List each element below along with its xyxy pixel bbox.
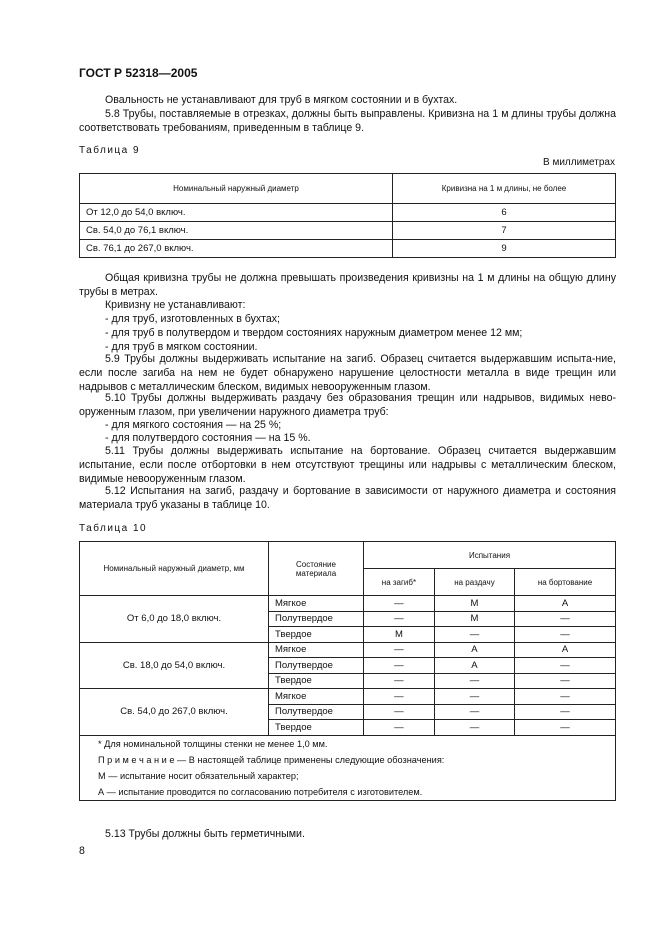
table-10 [79, 541, 616, 801]
table10-cell: — [434, 673, 514, 689]
table10-cell: А [515, 596, 616, 612]
paragraph-5-11: 5.11 Трубы должны выдерживать испытание на бортование. Образец считается выдержавшим испытание, если после отбортовки в нем отсутствуют трещины или надрывы с металлическим блеском, видимые невооруженным глазом. [79, 445, 616, 485]
table10-caption: Таблица 10 [79, 523, 148, 534]
table10-cell: — [515, 720, 616, 736]
table-row [80, 222, 616, 240]
table9-cell: Св. 54,0 до 76,1 включ. [80, 222, 393, 240]
table10-footnote-row [80, 735, 616, 752]
table10-header-state: Состояние материала [269, 542, 364, 596]
table10-cell: — [364, 658, 435, 674]
table-row [80, 240, 616, 258]
list-item: - для полутвердого состояния — на 15 %. [105, 432, 311, 444]
table10-size-cell: Св. 54,0 до 267,0 включ. [80, 689, 269, 736]
table10-cell: — [434, 720, 514, 736]
table10-cell: — [515, 673, 616, 689]
table10-size-cell: Св. 18,0 до 54,0 включ. [80, 642, 269, 689]
paragraph-5-10: 5.10 Трубы должны выдерживать раздачу без образования трещин или надрывов, видимых нево-оруженным глазом, при увеличении наружного диаметра труб: [79, 392, 616, 418]
table-9 [79, 173, 616, 258]
table10-note: П р и м е ч а н и е — В настоящей таблице применены следующие обозначения: [80, 752, 616, 768]
table10-footnote: * Для номинальной толщины стенки не менее 1,0 мм. [80, 735, 616, 752]
table10-cell: — [364, 673, 435, 689]
page-number: 8 [79, 845, 85, 857]
table-row [80, 642, 616, 658]
table10-cell: — [364, 689, 435, 705]
table10-cell: — [364, 642, 435, 658]
table9-header-curvature: Кривизна на 1 м длины, не более [393, 174, 616, 204]
table10-footnote-row [80, 752, 616, 768]
table10-cell: Полутвердое [269, 611, 364, 627]
table10-cell: — [515, 627, 616, 643]
table10-header-expand: на раздачу [434, 569, 514, 596]
table10-cell: — [434, 627, 514, 643]
list-item: - для труб в полутвердом и твердом состояниях наружным диаметром менее 12 мм; [105, 327, 523, 339]
table9-cell: 6 [393, 204, 616, 222]
list-item: - для труб в мягком состоянии. [105, 341, 258, 353]
table10-cell: — [515, 658, 616, 674]
table10-cell: А [434, 642, 514, 658]
table-row [80, 204, 616, 222]
table-row [80, 689, 616, 705]
table9-units: В миллиметрах [543, 157, 615, 168]
table10-note-m: М — испытание носит обязательный характер; [80, 768, 616, 784]
table10-cell: — [515, 611, 616, 627]
table10-cell: — [364, 704, 435, 720]
table10-cell: — [434, 704, 514, 720]
table10-cell: — [364, 596, 435, 612]
table10-cell: — [364, 611, 435, 627]
table9-cell: От 12,0 до 54,0 включ. [80, 204, 393, 222]
paragraph-5-8: 5.8 Трубы, поставляемые в отрезках, должны быть выправлены. Кривизна на 1 м длины трубы должна соответствовать требованиям, приведенным в таблице 9. [79, 108, 616, 134]
table10-cell: — [364, 720, 435, 736]
table10-cell: Мягкое [269, 642, 364, 658]
table10-header-diameter: Номинальный наружный диаметр, мм [80, 542, 269, 596]
table10-size-cell: От 6,0 до 18,0 включ. [80, 596, 269, 643]
table10-cell: Полутвердое [269, 704, 364, 720]
table10-cell: Мягкое [269, 596, 364, 612]
table10-cell: Твердое [269, 673, 364, 689]
table10-footnote-row [80, 768, 616, 784]
table10-cell: М [364, 627, 435, 643]
paragraph-5-12: 5.12 Испытания на загиб, раздачу и бортование в зависимости от наружного диаметра и состояния материала труб указаны в таблице 10. [79, 485, 616, 511]
table9-cell: Св. 76,1 до 267,0 включ. [80, 240, 393, 258]
table10-cell: Твердое [269, 720, 364, 736]
table9-cell: 7 [393, 222, 616, 240]
table-row [80, 596, 616, 612]
list-item: - для труб, изготовленных в бухтах; [105, 313, 280, 325]
table10-cell: М [434, 611, 514, 627]
table10-cell: Твердое [269, 627, 364, 643]
table10-header-bend: на загиб* [364, 569, 435, 596]
table10-note-a: А — испытание проводится по согласованию потребителя с изготовителем. [80, 784, 616, 801]
table10-header-flange: на бортование [515, 569, 616, 596]
table10-cell: А [434, 658, 514, 674]
table9-cell: 9 [393, 240, 616, 258]
list-item: - для мягкого состояния — на 25 %; [105, 419, 282, 431]
paragraph-ovality: Овальность не устанавливают для труб в мягком состоянии и в бухтах. [105, 94, 458, 106]
table10-cell: Полутвердое [269, 658, 364, 674]
table10-cell: А [515, 642, 616, 658]
table10-footnote-row [80, 784, 616, 801]
table9-header-diameter: Номинальный наружный диаметр [80, 174, 393, 204]
table10-cell: — [515, 704, 616, 720]
document-header: ГОСТ Р 52318—2005 [79, 66, 198, 80]
paragraph-5-13: 5.13 Трубы должны быть герметичными. [105, 828, 305, 840]
table9-caption: Таблица 9 [79, 145, 141, 156]
table10-cell: М [434, 596, 514, 612]
table10-cell: — [434, 689, 514, 705]
paragraph-curvature-not-set: Кривизну не устанавливают: [105, 299, 246, 311]
paragraph-5-9: 5.9 Трубы должны выдерживать испытание на загиб. Образец считается выдержавшим испыта-ние, если после загиба на нем не будет обнаружено нарушение целостности металла в виде трещин или надрывов с металлическим блеском, видимых невооруженным глазом. [79, 353, 616, 393]
table10-header-tests: Испытания [364, 542, 616, 569]
table10-cell: — [515, 689, 616, 705]
paragraph-total-curvature: Общая кривизна трубы не должна превышать произведения кривизны на 1 м длины на общую длину трубы в метрах. [79, 272, 616, 298]
table10-cell: Мягкое [269, 689, 364, 705]
